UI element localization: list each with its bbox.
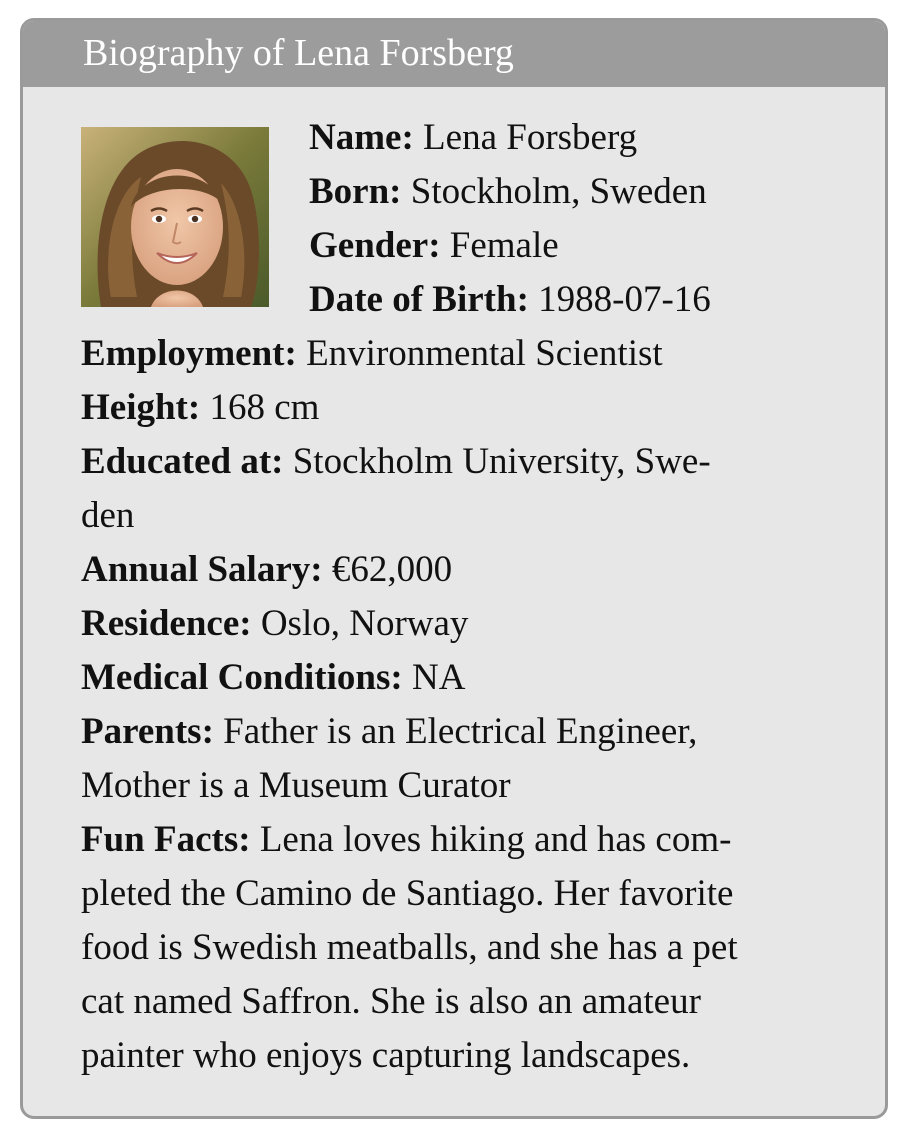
field-value: Environmental Scientist — [306, 333, 663, 374]
field-value: NA — [411, 657, 466, 698]
field-label: Date of Birth: — [309, 279, 529, 320]
field-value-continued: cat named Saffron. She is also an amateur — [81, 981, 701, 1022]
field-value: Oslo, Norway — [260, 603, 469, 644]
field-value: Father is an Electrical Engineer, — [223, 711, 698, 752]
field-value: 168 cm — [209, 387, 320, 428]
card-title: Biography of Lena Forsberg — [83, 32, 514, 74]
profile-summary — [81, 111, 841, 327]
field-value: €62,000 — [331, 549, 453, 590]
field-name — [309, 111, 841, 165]
field-dob — [309, 273, 841, 327]
field-label: Gender: — [309, 225, 441, 266]
field-value-continued: Mother is a Museum Curator — [81, 765, 511, 806]
field-label: Height: — [81, 387, 201, 428]
field-label: Medical Conditions: — [81, 657, 403, 698]
field-employment — [81, 327, 841, 381]
field-value: Stockholm, Sweden — [410, 171, 707, 212]
field-value: Stockholm University, Swe- — [292, 441, 711, 482]
field-value-continued: den — [81, 495, 135, 536]
field-label: Employment: — [81, 333, 297, 374]
field-education — [81, 435, 841, 543]
field-height — [81, 381, 841, 435]
summary-fields — [309, 111, 841, 327]
field-value: Female — [449, 225, 559, 266]
field-label: Annual Salary: — [81, 549, 323, 590]
card-header — [23, 21, 885, 87]
field-label: Parents: — [81, 711, 214, 752]
field-value-continued: food is Swedish meatballs, and she has a pet — [81, 927, 738, 968]
field-label: Fun Facts: — [81, 819, 251, 860]
field-value: 1988-07-16 — [538, 279, 711, 320]
portrait-photo — [81, 127, 269, 307]
field-parents — [81, 705, 841, 813]
field-value-continued: pleted the Camino de Santiago. Her favorite — [81, 873, 734, 914]
biography-body — [81, 111, 841, 1083]
field-fun-facts — [81, 813, 841, 1083]
field-gender — [309, 219, 841, 273]
biography-card — [20, 18, 888, 1119]
field-label: Educated at: — [81, 441, 284, 482]
field-salary — [81, 543, 841, 597]
field-value-continued: painter who enjoys capturing landscapes. — [81, 1035, 691, 1076]
field-label: Born: — [309, 171, 402, 212]
field-label: Name: — [309, 117, 414, 158]
field-value: Lena Forsberg — [423, 117, 638, 158]
field-residence — [81, 597, 841, 651]
field-label: Residence: — [81, 603, 252, 644]
field-born — [309, 165, 841, 219]
field-medical — [81, 651, 841, 705]
field-value: Lena loves hiking and has com- — [259, 819, 732, 860]
